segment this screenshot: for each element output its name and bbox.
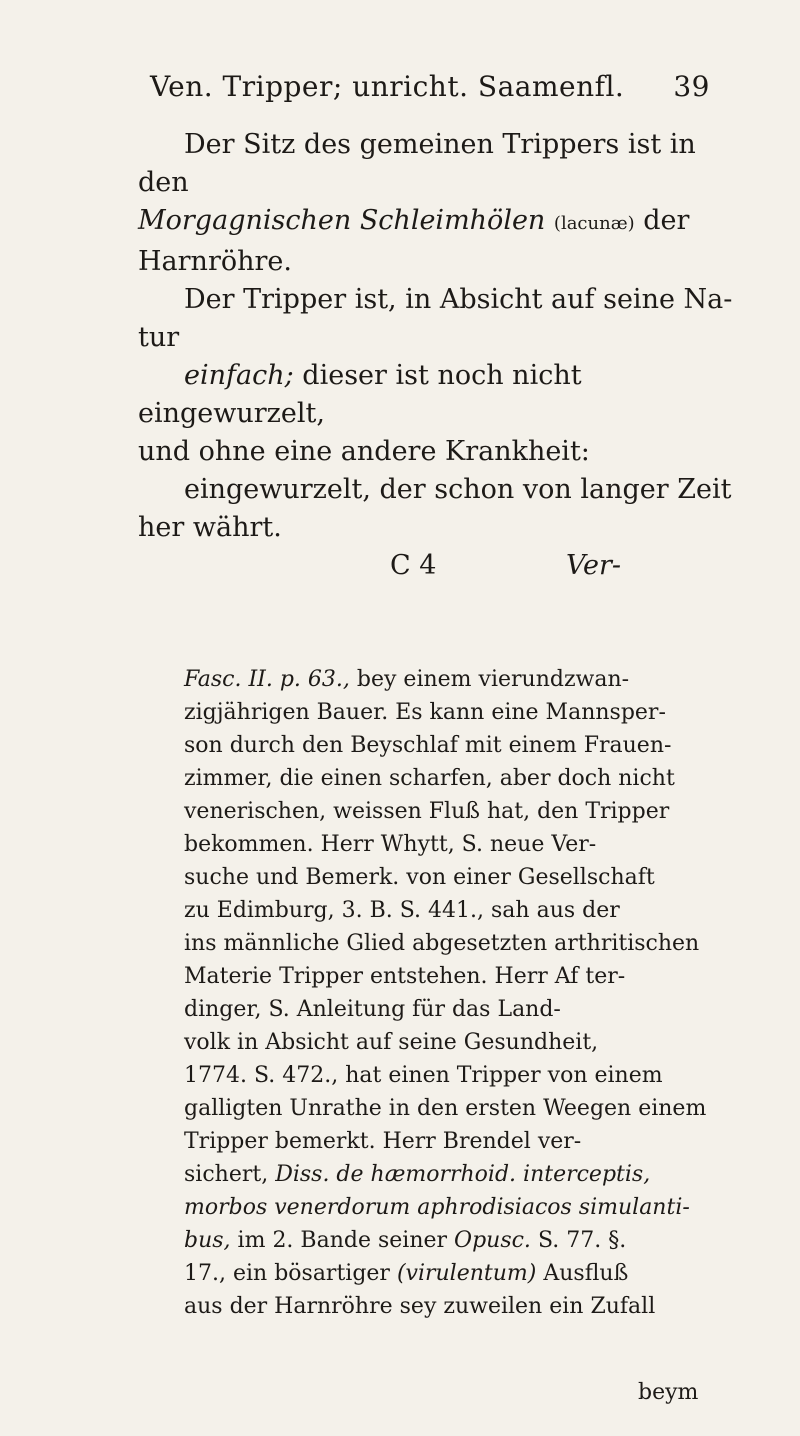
text-fragment: S. 77. §. xyxy=(537,1228,627,1253)
text-line: Der Sitz des gemeinen Trippers ist in den xyxy=(138,129,696,198)
note-line: suche und Bemerk. von einer Gesellschaft xyxy=(184,865,655,890)
note-line xyxy=(184,1257,724,1290)
text-line: her währt. xyxy=(138,512,282,543)
text-line xyxy=(138,357,738,433)
text-fragment: bey einem vierundzwan- xyxy=(356,667,630,692)
note-line: son durch den Beyschlaf mit einem Frauen- xyxy=(184,733,672,758)
citation: Fasc. II. p. 63., xyxy=(184,667,350,692)
citation: bus, xyxy=(184,1228,231,1253)
text-fragment: sichert, xyxy=(184,1162,269,1187)
text-line: und ohne eine andere Krankheit: xyxy=(138,436,590,467)
note-line xyxy=(184,663,724,696)
note-line: ins männliche Glied abgesetzten arthritischen xyxy=(184,931,700,956)
note-line xyxy=(184,1224,724,1257)
text-line: eingewurzelt, der schon von langer Zeit xyxy=(184,474,732,505)
latin-term: (lacunæ) xyxy=(553,213,635,234)
note-line: zimmer, die einen scharfen, aber doch nicht xyxy=(184,766,675,791)
running-head xyxy=(150,70,710,103)
emphasis: Morgagnischen Schleimhölen xyxy=(138,205,546,236)
main-text xyxy=(138,126,738,587)
text-fragment: Ausfluß xyxy=(543,1261,629,1286)
note-line: galligten Unrathe in den ersten Weegen einem xyxy=(184,1096,707,1121)
note-line: Materie Tripper entstehen. Herr Af ter- xyxy=(184,964,626,989)
text-line: tur xyxy=(138,322,180,353)
signature-row xyxy=(138,547,738,587)
footnote-catchword: beym xyxy=(638,1380,699,1405)
note-line: bekommen. Herr Whytt, S. neue Ver- xyxy=(184,832,597,857)
text-fragment: im 2. Bande seiner xyxy=(237,1228,448,1253)
text-line: Der Tripper ist, in Absicht auf seine Na- xyxy=(184,284,733,315)
text-line: Harnröhre. xyxy=(138,246,292,277)
note-line: dinger, S. Anleitung für das Land- xyxy=(184,997,561,1022)
note-line: zu Edimburg, 3. B. S. 441., sah aus der xyxy=(184,898,620,923)
note-line: 1774. S. 472., hat einen Tripper von einem xyxy=(184,1063,663,1088)
note-line: venerischen, weissen Fluß hat, den Tripper xyxy=(184,799,670,824)
text-line xyxy=(138,202,738,243)
note-line: zigjährigen Bauer. Es kann eine Mannsper- xyxy=(184,700,666,725)
note-line: volk in Absicht auf seine Gesundheit, xyxy=(184,1030,599,1055)
running-title: Ven. Tripper; unricht. Saamenfl. xyxy=(150,70,625,103)
catchword: Ver- xyxy=(566,550,622,581)
footnote-block xyxy=(184,663,724,1323)
text-fragment: dieser ist noch nicht eingewurzelt, xyxy=(138,360,582,429)
latin-term: (virulentum) xyxy=(396,1261,537,1286)
text-fragment: der xyxy=(643,205,690,236)
note-line xyxy=(184,1191,724,1224)
citation: Opusc. xyxy=(454,1228,531,1253)
page-number: 39 xyxy=(673,70,710,103)
text-fragment: ein bösartiger xyxy=(232,1261,390,1286)
note-line xyxy=(184,1158,724,1191)
note-line: aus der Harnröhre sey zuweilen ein Zufall xyxy=(184,1294,656,1319)
text-fragment: 17., xyxy=(184,1261,226,1286)
note-line: Tripper bemerkt. Herr Brendel ver- xyxy=(184,1129,582,1154)
emphasis: einfach; xyxy=(184,360,294,391)
citation: Diss. de hæmorrhoid. interceptis, xyxy=(275,1162,651,1187)
signature-mark: C 4 xyxy=(390,550,437,581)
citation: morbos venerdorum aphrodisiacos simulanti- xyxy=(184,1195,690,1220)
